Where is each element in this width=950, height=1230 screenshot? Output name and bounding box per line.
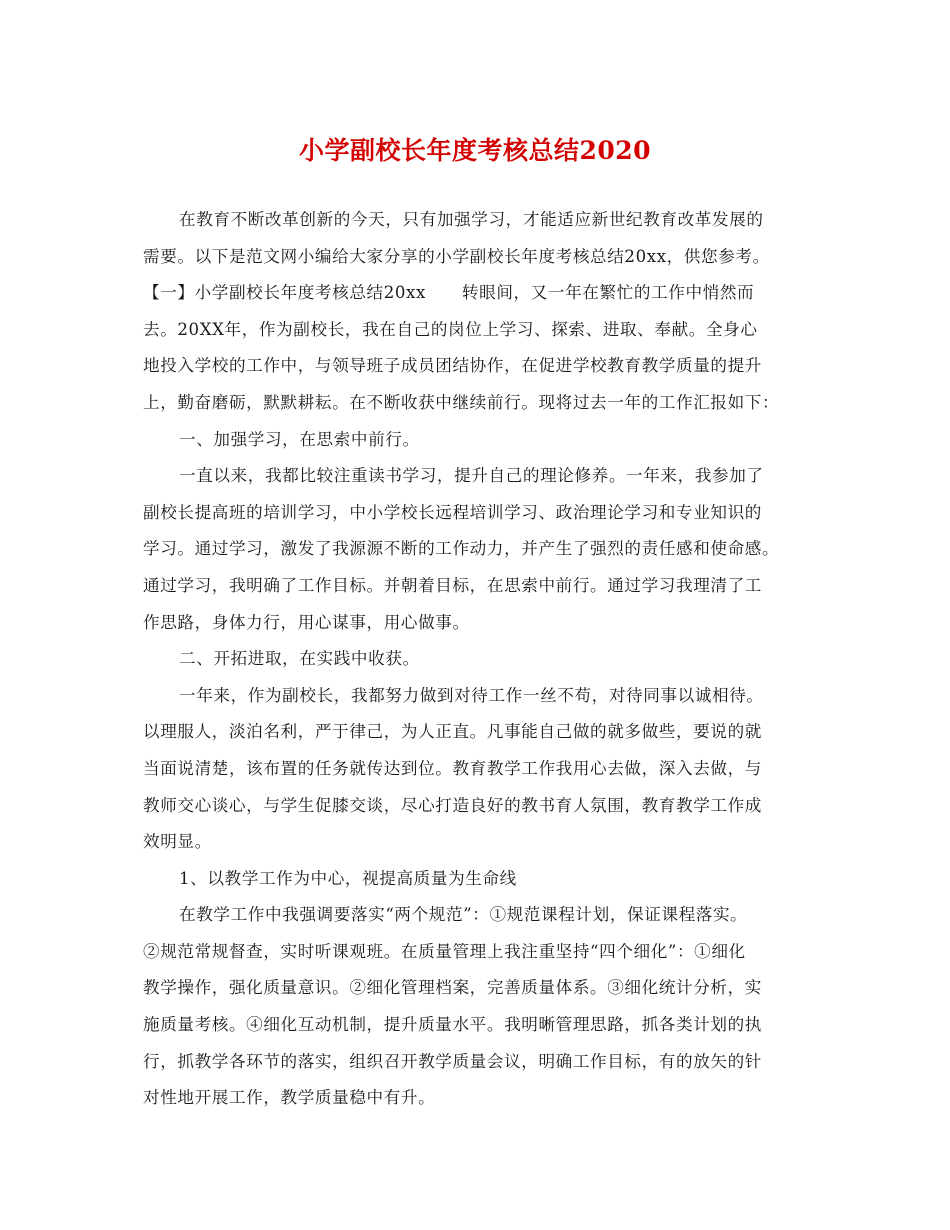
paragraph-line: 地投入学校的工作中，与领导班子成员团结协作，在促进学校教育教学质量的提升 <box>143 356 762 376</box>
paragraph-line: 去。20XX年，作为副校长，我在自己的岗位上学习、探索、进取、奉献。全身心 <box>143 319 758 339</box>
paragraph-line: 一年来，作为副校长，我都努力做到对待工作一丝不苟，对待同事以诚相待。 <box>179 685 764 705</box>
paragraph-line: 通过学习，我明确了工作目标。并朝着目标，在思索中前行。通过学习我理清了工 <box>143 575 762 595</box>
paragraph-line: 效明显。 <box>143 832 212 852</box>
document-title: 小学副校长年度考核总结2020 <box>298 136 652 165</box>
paragraph-line: 需要。以下是范文网小编给大家分享的小学副校长年度考核总结20xx，供您参考。 <box>143 246 770 266</box>
paragraph-line: 行，抓教学各环节的落实，组织召开教学质量会议，明确工作目标，有的放矢的针 <box>143 1051 762 1071</box>
section-heading: 一、加强学习，在思索中前行。 <box>179 429 420 449</box>
paragraph-line: 教师交心谈心，与学生促膝交谈，尽心打造良好的教书育人氛围，教育教学工作成 <box>143 795 762 815</box>
paragraph-line: 一直以来，我都比较注重读书学习，提升自己的理论修养。一年来，我参加了 <box>179 466 764 486</box>
paragraph-line: 施质量考核。④细化互动机制，提升质量水平。我明晰管理思路，抓各类计划的执 <box>143 1015 762 1035</box>
subsection-heading: 1、以教学工作为中心，视提高质量为生命线 <box>179 868 517 888</box>
paragraph-line: 对性地开展工作，教学质量稳中有升。 <box>143 1088 436 1108</box>
document-body <box>143 202 823 1117</box>
paragraph-line: 学习。通过学习，激发了我源源不断的工作动力，并产生了强烈的责任感和使命感。 <box>143 539 780 559</box>
paragraph-line: 教学操作，强化质量意识。②细化管理档案，完善质量体系。③细化统计分析，实 <box>143 978 762 998</box>
paragraph-line: 作思路，身体力行，用心谋事，用心做事。 <box>143 612 470 632</box>
paragraph-line <box>143 275 823 312</box>
paragraph-line: 在教学工作中我强调要落实“两个规范”：①规范课程计划，保证课程落实。 <box>179 905 748 925</box>
paragraph-line: 以理服人，淡泊名利，严于律己，为人正直。凡事能自己做的就多做些，要说的就 <box>143 722 762 742</box>
paragraph-line: 当面说清楚，该布置的任务就传达到位。教育教学工作我用心去做，深入去做，与 <box>143 758 762 778</box>
paragraph-line: ②规范常规督查，实时听课观班。在质量管理上我注重坚持“四个细化”：①细化 <box>143 941 746 961</box>
paragraph-line: 在教育不断改革创新的今天，只有加强学习，才能适应新世纪教育改革发展的 <box>179 210 764 229</box>
paragraph-line: 副校长提高班的培训学习，中小学校长远程培训学习、政治理论学习和专业知识的 <box>143 502 762 522</box>
section-heading: 二、开拓进取，在实践中收获。 <box>179 649 420 669</box>
paragraph-text: 转眼间，又一年在繁忙的工作中悄然而 <box>461 283 755 303</box>
section-heading: 【一】小学副校长年度考核总结20xx <box>143 283 426 303</box>
paragraph-line: 上，勤奋磨砺，默默耕耘。在不断收获中继续前行。现将过去一年的工作汇报如下： <box>143 392 780 412</box>
